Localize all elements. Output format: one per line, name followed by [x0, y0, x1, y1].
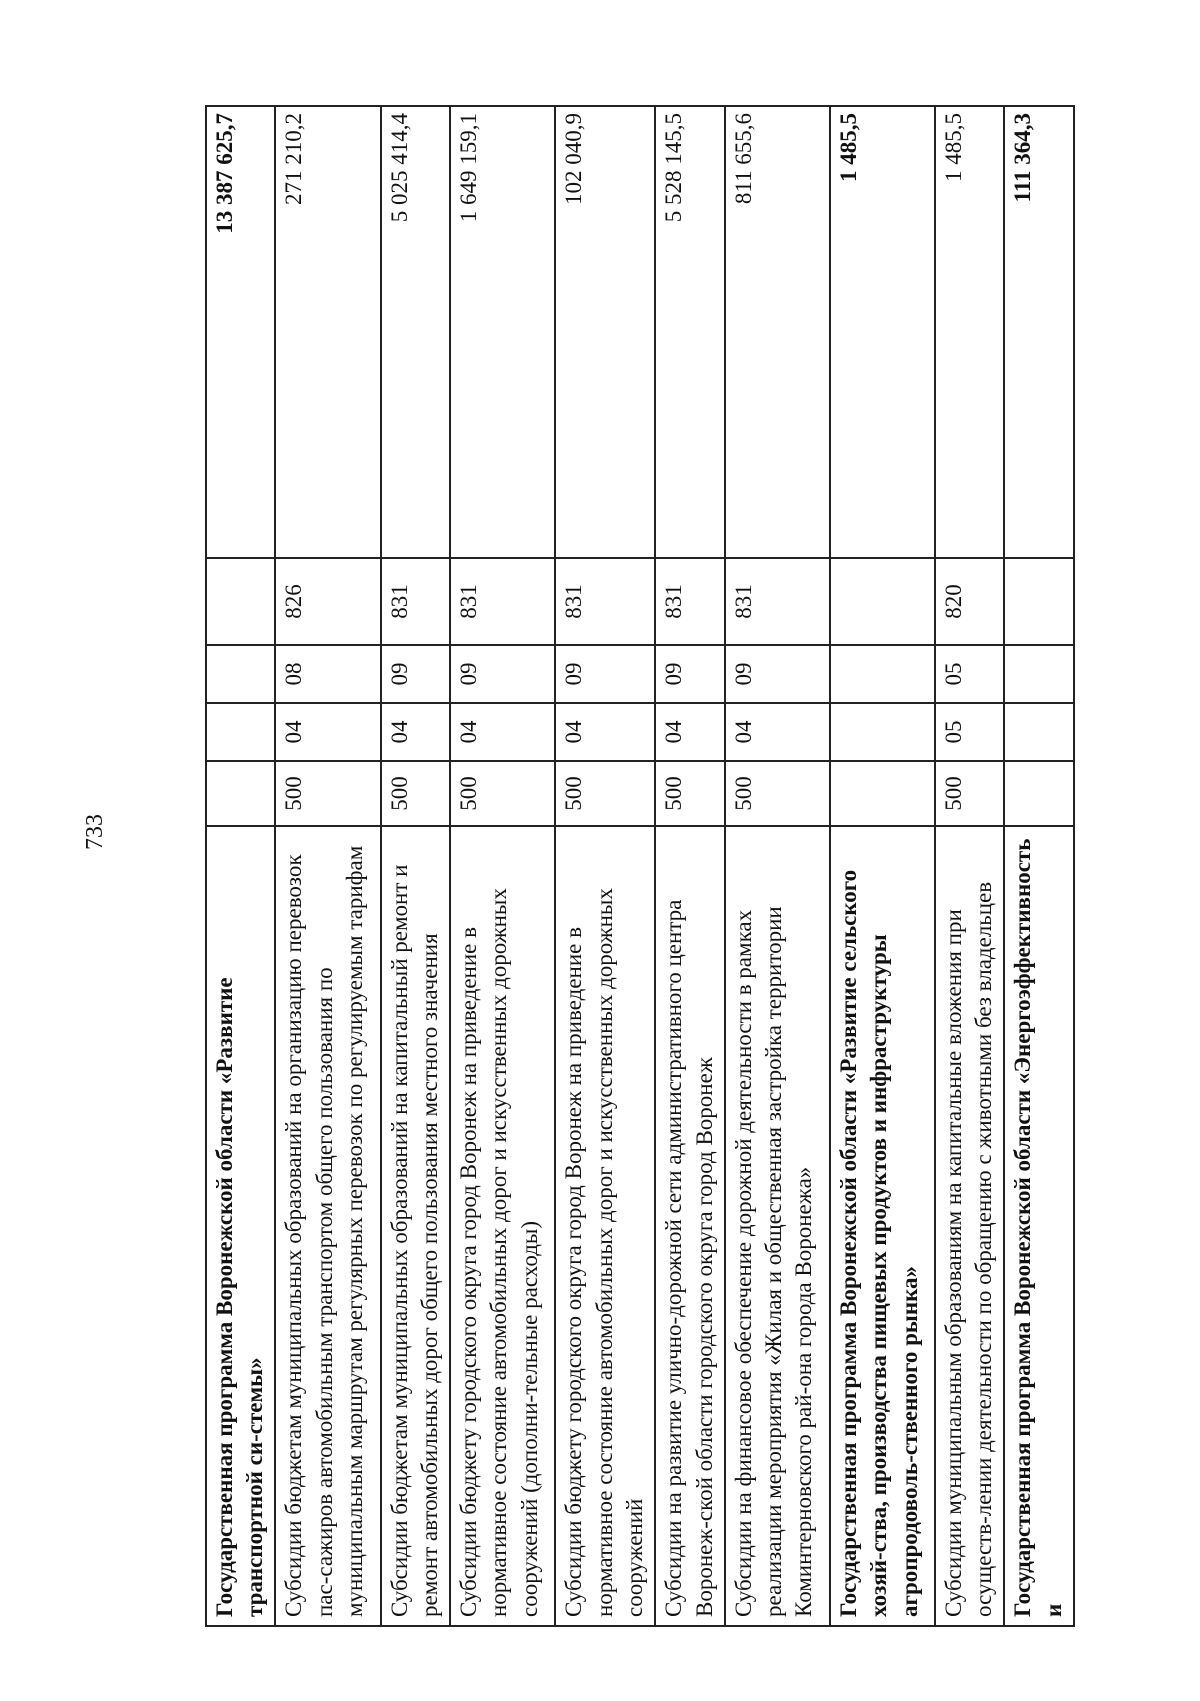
row-name-cell: Субсидии бюджетам муниципальных образований на капитальный ремонт и ремонт автомобильных дорог общего пользования местного значения: [381, 826, 450, 1626]
amount-cell: 1 485,5: [830, 106, 935, 558]
code-cell: 500: [275, 761, 380, 826]
amount-cell: 271 210,2: [275, 106, 380, 558]
row-name-cell: Субсидии бюджетам муниципальных образований на организацию перевозок пас-сажиров автомобильным транспортом общего пользования по муниципальным маршрутам регулярных перевозок по регулируемым тарифам: [275, 826, 380, 1626]
section-cell: [206, 703, 275, 761]
code-cell: [830, 761, 935, 826]
amount-cell: 111 364,3: [1004, 106, 1074, 558]
amount-cell: 1 649 159,1: [450, 106, 555, 558]
code-cell: 500: [655, 761, 724, 826]
table-row: [1004, 106, 1074, 1626]
amount-cell: 811 655,6: [725, 106, 830, 558]
subsection-cell: 05: [935, 645, 1004, 703]
code-cell: 500: [935, 761, 1004, 826]
section-cell: 04: [655, 703, 724, 761]
section-cell: 04: [555, 703, 655, 761]
table-row: [935, 106, 1004, 1626]
amount-cell: 5 025 414,4: [381, 106, 450, 558]
target-code-cell: 826: [275, 558, 380, 645]
row-name-cell: Государственная программа Воронежской области «Развитие транспортной си-стемы»: [206, 826, 275, 1626]
row-name-cell: Государственная программа Воронежской области «Энергоэффективность и: [1004, 826, 1074, 1626]
target-code-cell: 831: [655, 558, 724, 645]
section-cell: 05: [935, 703, 1004, 761]
subsection-cell: [206, 645, 275, 703]
target-code-cell: [830, 558, 935, 645]
page-number: 733: [82, 814, 108, 850]
section-cell: [830, 703, 935, 761]
row-name-cell: Субсидии на финансовое обеспечение дорожной деятельности в рамках реализации мероприятия «Жилая и общественная застройка территории Коминтерновского рай-она города Воронежа»: [725, 826, 830, 1626]
subsection-cell: [830, 645, 935, 703]
subsection-cell: 09: [655, 645, 724, 703]
subsection-cell: [1004, 645, 1074, 703]
code-cell: 500: [725, 761, 830, 826]
budget-table: [205, 105, 1075, 1627]
subsection-cell: 09: [381, 645, 450, 703]
code-cell: [1004, 761, 1074, 826]
subsection-cell: 08: [275, 645, 380, 703]
table-row: [555, 106, 655, 1626]
amount-cell: 13 387 625,7: [206, 106, 275, 558]
target-code-cell: 831: [381, 558, 450, 645]
subsection-cell: 09: [450, 645, 555, 703]
section-cell: 04: [381, 703, 450, 761]
code-cell: 500: [381, 761, 450, 826]
target-code-cell: 831: [555, 558, 655, 645]
code-cell: 500: [450, 761, 555, 826]
target-code-cell: [206, 558, 275, 645]
row-name-cell: Государственная программа Воронежской области «Развитие сельского хозяй-ства, производства пищевых продуктов и инфраструктуры агропродоволь-ственного рынка»: [830, 826, 935, 1626]
code-cell: 500: [555, 761, 655, 826]
table-row: [450, 106, 555, 1626]
table-row: [381, 106, 450, 1626]
amount-cell: 102 040,9: [555, 106, 655, 558]
code-cell: [206, 761, 275, 826]
table-row: [275, 106, 380, 1626]
section-cell: 04: [725, 703, 830, 761]
amount-cell: 1 485,5: [935, 106, 1004, 558]
target-code-cell: 831: [450, 558, 555, 645]
section-cell: [1004, 703, 1074, 761]
table-row: [206, 106, 275, 1626]
section-cell: 04: [450, 703, 555, 761]
row-name-cell: Субсидии муниципальным образованиям на капитальные вложения при осуществ-лении деятельности по обращению с животными без владельцев: [935, 826, 1004, 1626]
target-code-cell: 831: [725, 558, 830, 645]
budget-table-rotated: [205, 107, 1075, 1627]
subsection-cell: 09: [555, 645, 655, 703]
target-code-cell: [1004, 558, 1074, 645]
budget-table-body: [206, 106, 1074, 1626]
section-cell: 04: [275, 703, 380, 761]
row-name-cell: Субсидии бюджету городского округа город Воронеж на приведение в нормативное состояние автомобильных дорог и искусственных дорожных сооружений (дополни-тельные расходы): [450, 826, 555, 1626]
row-name-cell: Субсидии бюджету городского округа город Воронеж на приведение в нормативное состояние автомобильных дорог и искусственных дорожных сооружений: [555, 826, 655, 1626]
table-row: [725, 106, 830, 1626]
table-row: [655, 106, 724, 1626]
target-code-cell: 820: [935, 558, 1004, 645]
row-name-cell: Субсидии на развитие улично-дорожной сети административного центра Воронеж-ской области городского округа город Воронеж: [655, 826, 724, 1626]
subsection-cell: 09: [725, 645, 830, 703]
table-row: [830, 106, 935, 1626]
amount-cell: 5 528 145,5: [655, 106, 724, 558]
